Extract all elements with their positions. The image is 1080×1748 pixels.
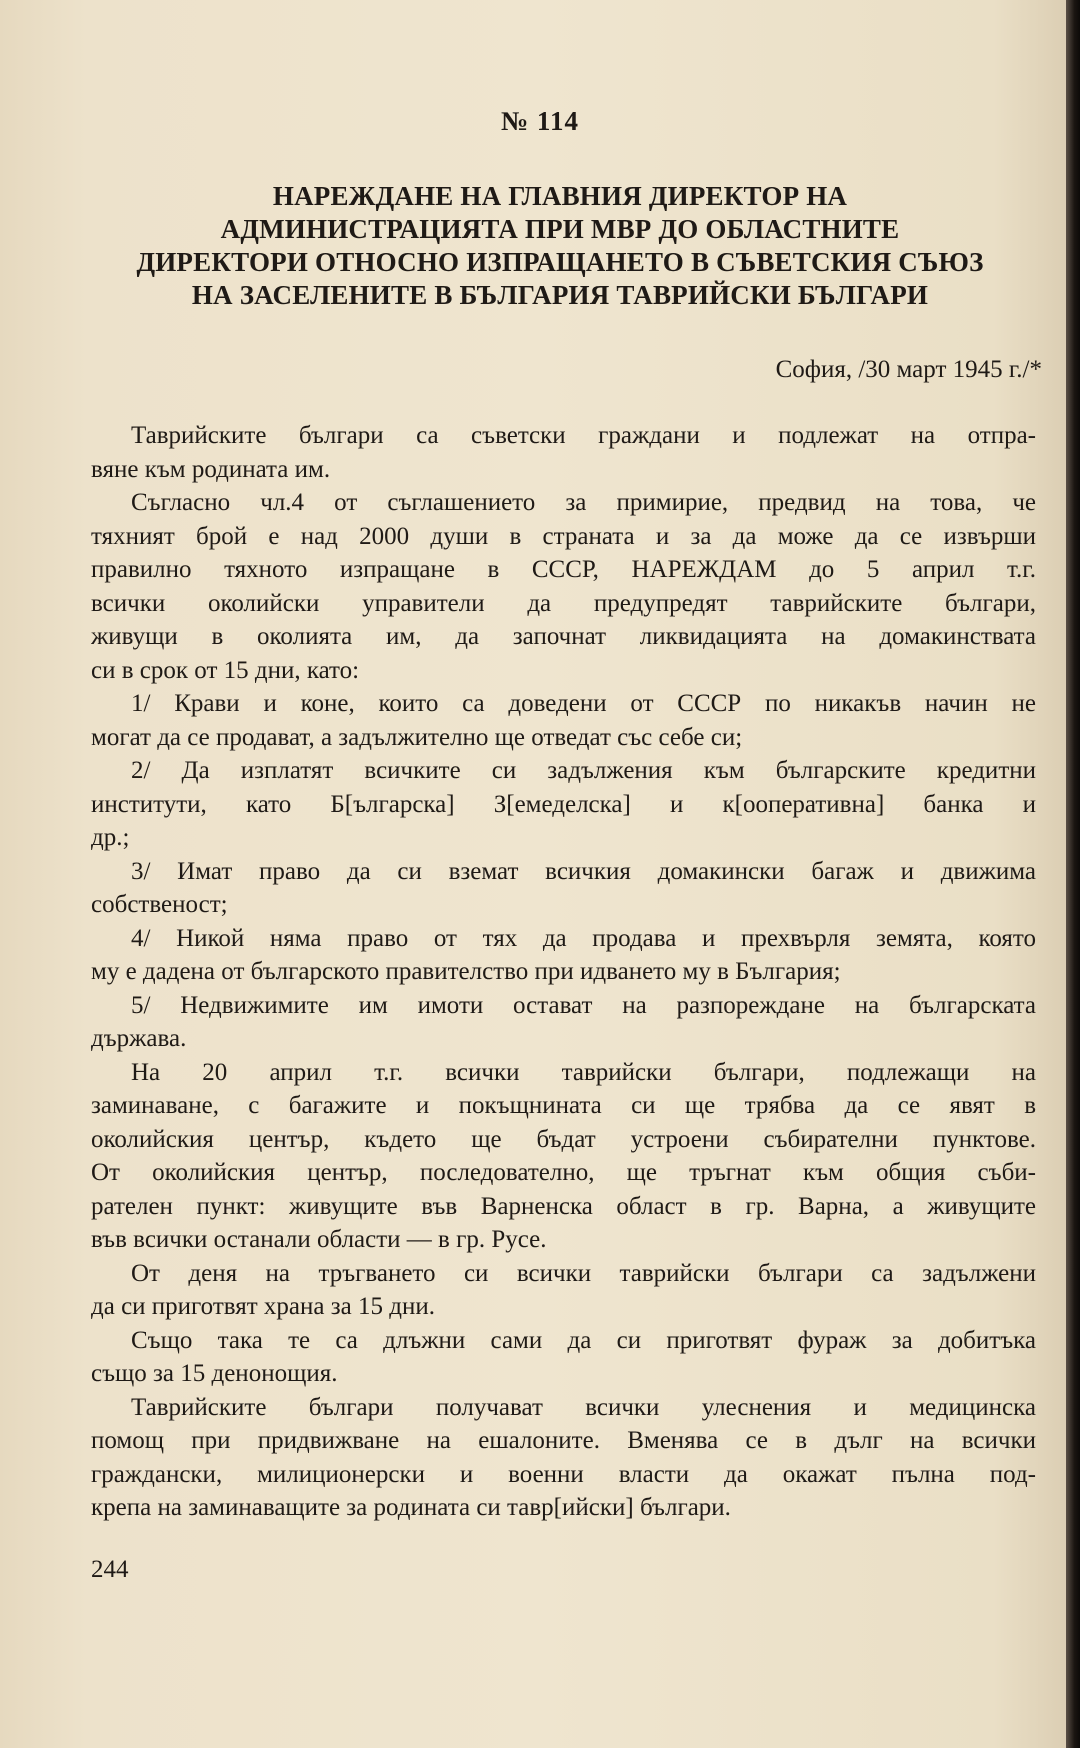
title-line: АДМИНИСТРАЦИЯТА ПРИ МВР ДО ОБЛАСТНИТЕ (220, 214, 900, 244)
title-line: НА ЗАСЕЛЕНИТЕ В БЪЛГАРИЯ ТАВРИЙСКИ БЪЛГАРИ (191, 280, 929, 310)
page-edge-shadow (1066, 0, 1080, 1748)
body-line: тяхният брой е над 2000 души в страната и за да може да се извърши (91, 522, 1036, 550)
body-line: крепа на заминаващите за родината си тавр[ийски] българи. (91, 1494, 731, 1521)
place-and-date: София, /30 март 1945 г./* (775, 356, 1042, 383)
body-line: Също така те са длъжни сами да си приготвят фураж за добитъка (131, 1326, 1036, 1354)
body-line: заминаване, с багажите и покъщнината си ще трябва да се явят в (91, 1092, 1036, 1119)
body-line: околийския център, където ще бъдат устроени събирателни пунктове. (91, 1125, 1036, 1153)
body-line: От околийския център, последователно, ще тръгнат към общия съби- (91, 1159, 1036, 1186)
title-line: ДИРЕКТОРИ ОТНОСНО ИЗПРАЩАНЕТО В СЪВЕТСКИЯ СЪЮЗ (136, 247, 984, 277)
body-line: да си приготвят храна за 15 дни. (91, 1293, 435, 1320)
page-number: 244 (91, 1556, 129, 1583)
body-line: Таврийските българи са съветски граждани и подлежат на отпра- (131, 422, 1036, 449)
body-line: Съгласно чл.4 от съглашението за примирие, предвид на това, че (131, 489, 1036, 516)
body-line: собственост; (91, 891, 228, 918)
body-line: също за 15 денонощия. (91, 1360, 338, 1387)
body-line: живущи в околията им, да започнат ликвидацията на домакинствата (91, 623, 1036, 650)
body-line: 4/ Никой няма право от тях да продава и прехвърля земята, която (131, 924, 1036, 952)
body-line: във всички останали области — в гр. Русе. (91, 1226, 547, 1253)
document-body (91, 419, 1036, 1525)
title-line: НАРЕЖДАНЕ НА ГЛАВНИЯ ДИРЕКТОР НА (272, 181, 848, 211)
body-line: помощ при придвижване на ешалоните. Вменява се в дълг на всички (91, 1427, 1036, 1454)
body-line: му е дадена от българското правителство при идването му в България; (91, 958, 841, 985)
document-title (80, 180, 1040, 312)
body-line: си в срок от 15 дни, като: (91, 656, 360, 684)
body-line: На 20 април т.г. всички таврийски българи, подлежащи на (131, 1058, 1036, 1086)
body-line: 2/ Да изплатят всичките си задължения към българските кредитни (131, 757, 1036, 784)
body-line: граждански, милиционерски и военни власти да окажат пълна под- (91, 1460, 1036, 1488)
body-line: държава. (91, 1025, 187, 1052)
body-line: правилно тяхното изпращане в СССР, НАРЕЖДАМ до 5 април т.г. (91, 556, 1036, 583)
body-line: Таврийските българи получават всички улеснения и медицинска (131, 1393, 1036, 1421)
body-line: От деня на тръгването си всички таврийски българи са задължени (131, 1259, 1036, 1287)
body-line: 5/ Недвижимите им имоти остават на разпореждане на българската (131, 991, 1036, 1019)
body-line: могат да се продават, а задължително ще отведат със себе си; (91, 723, 743, 751)
body-line: институти, като Б[ългарска] З[емеделска] и к[ооперативна] банка и (91, 790, 1036, 818)
body-line: др.; (91, 824, 130, 851)
body-line: вяне към родината им. (91, 455, 331, 483)
body-line: рателен пункт: живущите във Варненска област в гр. Варна, а живущите (91, 1192, 1036, 1220)
document-number: № 114 (501, 106, 579, 136)
body-line: 1/ Крави и коне, които са доведени от СССР по никакъв начин не (131, 690, 1036, 717)
body-line: всички околийски управители да предупредят таврийските българи, (91, 589, 1036, 617)
body-line: 3/ Имат право да си вземат всичкия домакински багаж и движима (131, 857, 1036, 885)
